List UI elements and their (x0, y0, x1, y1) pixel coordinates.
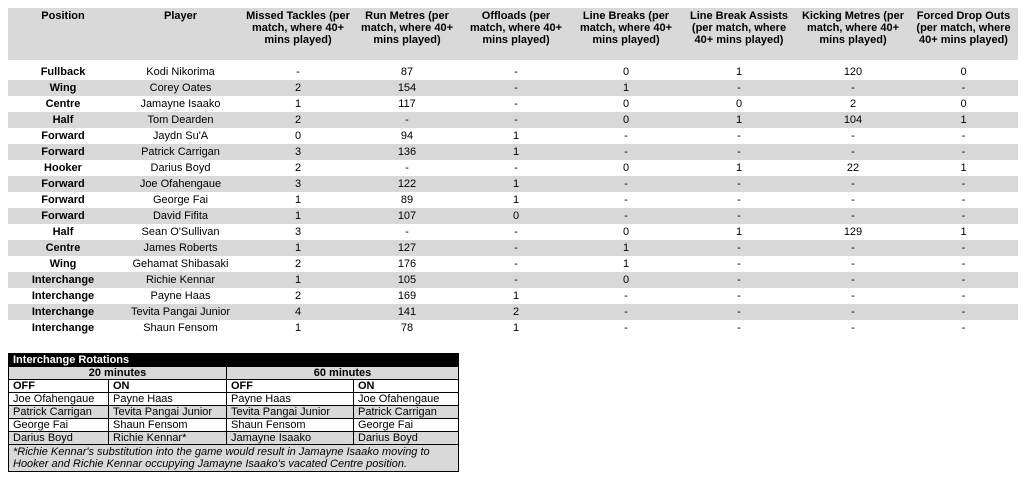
cell-offloads: 0 (461, 208, 571, 224)
header-kicking-metres: Kicking Metres (per match, where 40+ mins played) (797, 8, 909, 60)
cell-offloads: 1 (512, 289, 520, 302)
rotation-on-60: George Fai (354, 419, 459, 432)
rotation-on-60: Joe Ofahengaue (354, 393, 459, 406)
cell-kicking-metres: - (851, 129, 855, 142)
cell-kicking-metres: - (797, 272, 909, 288)
cell-line-break-assists: - (681, 304, 797, 320)
rotation-row (9, 419, 459, 432)
cell-forced-drop-outs: - (909, 272, 1018, 288)
table-row (8, 304, 1018, 320)
cell-player: Tom Dearden (118, 112, 243, 128)
cell-line-breaks: 0 (622, 225, 630, 238)
rotation-off-20: Darius Boyd (9, 432, 109, 445)
cell-forced-drop-outs: 1 (909, 112, 1018, 128)
cell-player: Payne Haas (150, 289, 211, 302)
cell-kicking-metres: - (851, 321, 855, 334)
rotation-off-20: Patrick Carrigan (9, 406, 109, 419)
cell-player: David Fifita (118, 208, 243, 224)
stats-body (8, 60, 1018, 336)
rotations-title-row (9, 354, 459, 367)
cell-position: Forward (8, 208, 118, 224)
rotation-on-20: Richie Kennar* (109, 432, 227, 445)
cell-offloads: - (514, 161, 518, 174)
table-row (8, 96, 1018, 112)
cell-line-breaks: 1 (622, 257, 630, 270)
cell-offloads: 1 (512, 129, 520, 142)
cell-position: Fullback (40, 65, 86, 78)
col-off-60: OFF (227, 380, 354, 393)
cell-line-breaks: - (624, 289, 628, 302)
rotations-group-row (9, 367, 459, 380)
cell-offloads: 1 (512, 321, 520, 334)
cell-line-break-assists: - (681, 208, 797, 224)
cell-run-metres: 117 (398, 97, 416, 110)
cell-line-breaks: - (624, 129, 628, 142)
rotation-off-20: Joe Ofahengaue (9, 393, 109, 406)
cell-run-metres: 176 (397, 257, 417, 270)
table-row (8, 224, 1018, 240)
cell-player: Joe Ofahengaue (118, 176, 243, 192)
header-forced-drop-outs: Forced Drop Outs (per match, where 40+ mins played) (909, 8, 1018, 60)
col-on-60: ON (354, 380, 459, 393)
cell-line-break-assists: 1 (681, 112, 797, 128)
cell-line-break-assists: - (737, 321, 741, 334)
cell-forced-drop-outs: - (909, 176, 1018, 192)
cell-line-break-assists: - (681, 240, 797, 256)
cell-offloads: - (461, 80, 571, 96)
rotation-on-60: Patrick Carrigan (354, 406, 459, 419)
rotations-title: Interchange Rotations (9, 354, 459, 367)
cell-run-metres: 105 (353, 272, 461, 288)
cell-line-breaks: 0 (571, 112, 681, 128)
cell-offloads: 2 (461, 304, 571, 320)
cell-line-breaks: - (624, 193, 628, 206)
cell-offloads: 1 (461, 144, 571, 160)
cell-forced-drop-outs: - (961, 193, 966, 206)
cell-line-breaks: - (571, 208, 681, 224)
table-row (8, 272, 1018, 288)
cell-kicking-metres: 2 (849, 97, 857, 110)
rotation-note-row (9, 445, 459, 472)
cell-run-metres: - (405, 161, 409, 174)
cell-forced-drop-outs: - (909, 208, 1018, 224)
cell-offloads: 1 (461, 176, 571, 192)
cell-run-metres: - (353, 112, 461, 128)
cell-player: Patrick Carrigan (118, 144, 243, 160)
rotation-off-20: George Fai (9, 419, 109, 432)
cell-kicking-metres: - (797, 80, 909, 96)
cell-kicking-metres: - (797, 240, 909, 256)
cell-run-metres: 89 (400, 193, 414, 206)
cell-line-breaks: - (571, 144, 681, 160)
cell-offloads: - (514, 97, 518, 110)
cell-position: Centre (45, 97, 81, 110)
cell-player: Kodi Nikorima (146, 65, 215, 78)
cell-kicking-metres: 120 (843, 65, 863, 78)
cell-forced-drop-outs: - (909, 144, 1018, 160)
table-row (8, 112, 1018, 128)
cell-run-metres: 78 (400, 321, 414, 334)
cell-player: Tevita Pangai Junior (118, 304, 243, 320)
cell-kicking-metres: - (797, 208, 909, 224)
cell-kicking-metres: - (851, 257, 855, 270)
cell-line-breaks: 0 (571, 272, 681, 288)
cell-forced-drop-outs: - (961, 257, 966, 270)
cell-missed-tackles: 3 (243, 176, 353, 192)
cell-missed-tackles: 0 (294, 129, 302, 142)
cell-run-metres: 127 (353, 240, 461, 256)
cell-forced-drop-outs: 1 (960, 225, 967, 238)
cell-run-metres: 94 (400, 129, 414, 142)
rotation-row (9, 406, 459, 419)
table-row (8, 80, 1018, 96)
cell-position: Interchange (8, 272, 118, 288)
table-row (8, 320, 1018, 336)
cell-line-break-assists: 1 (735, 161, 743, 174)
cell-line-breaks: - (571, 304, 681, 320)
cell-run-metres: 169 (397, 289, 417, 302)
cell-missed-tackles: - (296, 65, 300, 78)
cell-forced-drop-outs: - (909, 80, 1018, 96)
rotation-row (9, 432, 459, 445)
cell-player: Corey Oates (118, 80, 243, 96)
cell-missed-tackles: 2 (243, 80, 353, 96)
header-line-break-assists: Line Break Assists (per match, where 40+ mins played) (681, 8, 797, 60)
cell-offloads: - (461, 112, 571, 128)
header-offloads: Offloads (per match, where 40+ mins played) (461, 8, 571, 60)
table-row (8, 160, 1018, 176)
cell-line-break-assists: 0 (735, 97, 743, 110)
cell-offloads: - (514, 225, 518, 238)
table-row (8, 176, 1018, 192)
cell-line-break-assists: 1 (735, 225, 743, 238)
cell-offloads: - (514, 257, 518, 270)
cell-run-metres: 87 (400, 65, 414, 78)
cell-line-break-assists: - (737, 257, 741, 270)
cell-forced-drop-outs: - (961, 129, 966, 142)
cell-missed-tackles: 2 (294, 289, 302, 302)
cell-run-metres: 107 (353, 208, 461, 224)
cell-kicking-metres: 129 (843, 225, 863, 238)
cell-player: Darius Boyd (150, 161, 211, 174)
cell-missed-tackles: 3 (294, 225, 302, 238)
cell-forced-drop-outs: - (961, 289, 966, 302)
table-row (8, 64, 1018, 80)
header-line-breaks: Line Breaks (per match, where 40+ mins played) (571, 8, 681, 60)
cell-line-breaks: 0 (622, 65, 630, 78)
cell-position: Interchange (8, 304, 118, 320)
cell-line-break-assists: - (737, 129, 741, 142)
cell-missed-tackles: 1 (294, 321, 302, 334)
rotation-on-20: Payne Haas (109, 393, 227, 406)
rotation-on-60: Darius Boyd (354, 432, 459, 445)
cell-position: Interchange (31, 321, 95, 334)
cell-kicking-metres: - (851, 289, 855, 302)
cell-forced-drop-outs: 0 (960, 65, 967, 78)
rotation-row (9, 393, 459, 406)
cell-offloads: 1 (512, 193, 520, 206)
header-position: Position (8, 8, 118, 60)
rotation-off-60: Tevita Pangai Junior (227, 406, 354, 419)
cell-missed-tackles: 1 (243, 240, 353, 256)
cell-line-breaks: 1 (571, 80, 681, 96)
player-stats-table (8, 8, 1018, 336)
cell-player: Jaydn Su'A (152, 129, 209, 142)
cell-missed-tackles: 2 (294, 161, 302, 174)
cell-line-break-assists: 1 (735, 65, 743, 78)
rotation-on-20: Shaun Fensom (109, 419, 227, 432)
col-off-20: OFF (9, 380, 109, 393)
cell-line-breaks: - (624, 321, 628, 334)
rotation-off-60: Payne Haas (227, 393, 354, 406)
cell-position: Centre (8, 240, 118, 256)
cell-kicking-metres: - (797, 176, 909, 192)
cell-missed-tackles: 4 (243, 304, 353, 320)
cell-player: James Roberts (118, 240, 243, 256)
table-row (8, 288, 1018, 304)
cell-forced-drop-outs: - (909, 240, 1018, 256)
cell-run-metres: 122 (353, 176, 461, 192)
cell-line-break-assists: - (681, 272, 797, 288)
cell-position: Forward (8, 176, 118, 192)
table-row (8, 128, 1018, 144)
cell-run-metres: 136 (353, 144, 461, 160)
cell-forced-drop-outs: - (961, 321, 966, 334)
rotation-off-60: Shaun Fensom (227, 419, 354, 432)
cell-line-breaks: 1 (571, 240, 681, 256)
cell-player: Sean O'Sullivan (141, 225, 220, 238)
stats-header-row (8, 8, 1018, 60)
rotations-col-header-row (9, 380, 459, 393)
cell-offloads: - (461, 240, 571, 256)
cell-forced-drop-outs: 1 (960, 161, 967, 174)
header-missed-tackles: Missed Tackles (per match, where 40+ mins played) (243, 8, 353, 60)
cell-missed-tackles: 1 (294, 193, 302, 206)
cell-player: Gehamat Shibasaki (132, 257, 229, 270)
cell-player: Jamayne Isaako (140, 97, 221, 110)
cell-forced-drop-outs: - (909, 304, 1018, 320)
cell-line-break-assists: - (737, 193, 741, 206)
cell-player: Richie Kennar (118, 272, 243, 288)
cell-kicking-metres: - (797, 144, 909, 160)
cell-line-break-assists: - (737, 289, 741, 302)
cell-kicking-metres: 104 (797, 112, 909, 128)
cell-offloads: - (461, 272, 571, 288)
header-player: Player (118, 8, 243, 60)
table-row (8, 192, 1018, 208)
cell-line-break-assists: - (681, 176, 797, 192)
cell-line-breaks: 0 (622, 161, 630, 174)
cell-position: Hooker (44, 161, 82, 174)
cell-kicking-metres: 22 (846, 161, 860, 174)
cell-line-break-assists: - (681, 144, 797, 160)
cell-missed-tackles: 2 (243, 112, 353, 128)
cell-kicking-metres: - (797, 304, 909, 320)
cell-position: Wing (49, 257, 77, 270)
cell-position: Half (8, 112, 118, 128)
table-row (8, 208, 1018, 224)
cell-run-metres: - (405, 225, 409, 238)
cell-forced-drop-outs: 0 (960, 97, 967, 110)
cell-missed-tackles: 1 (294, 97, 302, 110)
cell-missed-tackles: 1 (243, 208, 353, 224)
col-on-20: ON (109, 380, 227, 393)
cell-player: Shaun Fensom (143, 321, 218, 334)
cell-line-breaks: 0 (622, 97, 630, 110)
cell-line-break-assists: - (681, 80, 797, 96)
header-run-metres: Run Metres (per match, where 40+ mins played) (353, 8, 461, 60)
table-row (8, 144, 1018, 160)
rotation-on-20: Tevita Pangai Junior (109, 406, 227, 419)
cell-position: Wing (8, 80, 118, 96)
table-row (8, 256, 1018, 272)
rotation-off-60: Jamayne Isaako (227, 432, 354, 445)
cell-run-metres: 154 (353, 80, 461, 96)
cell-player: George Fai (152, 193, 209, 206)
group-60-minutes: 60 minutes (227, 367, 459, 380)
cell-missed-tackles: 2 (294, 257, 302, 270)
group-20-minutes: 20 minutes (9, 367, 227, 380)
cell-missed-tackles: 1 (243, 272, 353, 288)
rotation-footnote: *Richie Kennar's substitution into the game would result in Jamayne Isaako moving to Hooker and Richie Kennar occupying Jamayne Isaako's vacated Centre position. (9, 445, 459, 472)
cell-position: Forward (41, 129, 85, 142)
cell-line-breaks: - (571, 176, 681, 192)
cell-position: Forward (41, 193, 85, 206)
cell-kicking-metres: - (851, 193, 855, 206)
cell-position: Interchange (31, 289, 95, 302)
interchange-rotations-table (8, 353, 459, 472)
cell-position: Half (52, 225, 74, 238)
cell-position: Forward (8, 144, 118, 160)
table-row (8, 240, 1018, 256)
cell-offloads: - (514, 65, 518, 78)
cell-run-metres: 141 (353, 304, 461, 320)
cell-missed-tackles: 3 (243, 144, 353, 160)
